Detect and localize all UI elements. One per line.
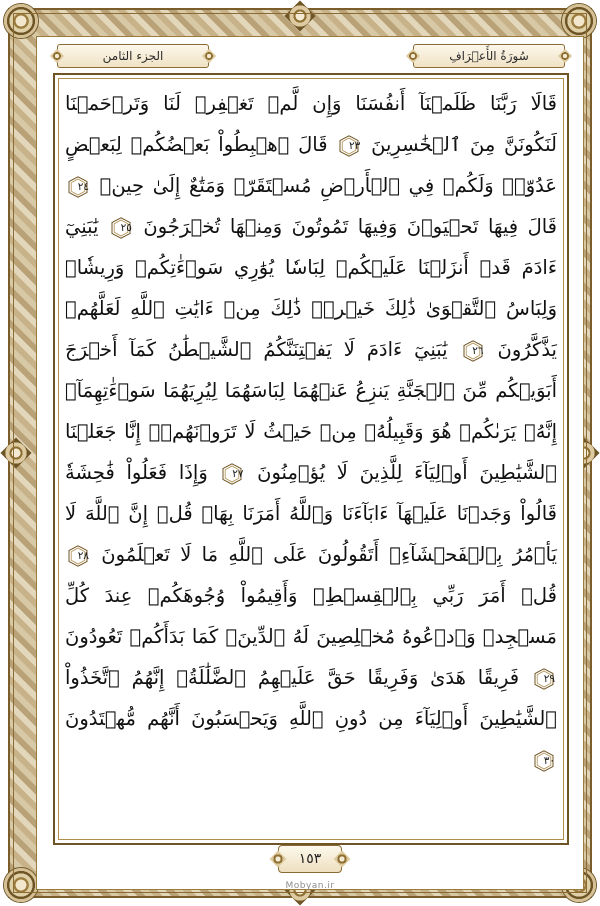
ayah-text: قُلۡ أَمَرَ رَبِّي بِٱلۡقِسۡطِۖ وَأَقِيمُواْ وُجُوهَكُمۡ عِندَ كُلِّ مَسۡجِدٖ وَٱدۡعُوهُ مُخۡلِصِينَ لَهُ ٱلدِّينَۚ كَمَا بَدَأَكُمۡ تَعُودُونَ: [65, 584, 557, 648]
ornamental-border: [8, 8, 592, 898]
ayah: [98, 215, 557, 238]
ayah-text: يَٰبَنِيٓ ءَادَمَ لَا يَفۡتِنَنَّكُمُ ٱلشَّيۡطَٰنُ كَمَآ أَخۡرَجَ أَبَوَيۡكُم مِّنَ ٱلۡجَنَّةِ يَنزِعُ عَنۡهُمَا لِبَاسَهُمَا لِيُرِيَهُمَا سَوۡءَٰتِهِمَآۚ إِنَّهُۥ يَرَىٰكُمۡ هُوَ وَقَبِيلُهُۥ مِنۡ حَيۡثُ لَا تَرَوۡنَهُمۡۗ إِنَّا جَعَلۡنَا ٱلشَّيَٰطِينَ أَوۡلِيَآءَ لِلَّذِينَ لَا يُؤۡمِنُونَ: [65, 338, 557, 484]
ayah-number-marker: ٣٠: [533, 750, 555, 772]
ayah-number-marker: ٢٩: [533, 668, 555, 690]
corner-rosette-top-left: [4, 4, 38, 38]
quran-text-frame: [53, 73, 569, 845]
corner-rosette-top-right: [562, 4, 596, 38]
ayah-number-marker: ٢٦: [462, 340, 484, 362]
ayah-number-marker: ٢٥: [110, 217, 132, 239]
quran-text-body: [65, 83, 557, 780]
ayah-number-marker: ٢٤: [67, 176, 89, 198]
page-number-cartouche: [278, 845, 342, 873]
ayah-text: قَالَ فِيهَا تَحۡيَوۡنَ وَفِيهَا تَمُوتُونَ وَمِنۡهَا تُخۡرَجُونَ: [133, 215, 557, 238]
ayah-text: قَالَا رَبَّنَا ظَلَمۡنَآ أَنفُسَنَا وَإِن لَّمۡ تَغۡفِرۡ لَنَا وَتَرۡحَمۡنَا لَنَكُونَنَّ مِنَ ٱلۡخَٰسِرِينَ: [65, 92, 557, 156]
juz-name-label: الجزء الثامن: [102, 49, 164, 63]
border-ornament-top: [284, 0, 315, 31]
ayah-number-marker: ٢٧: [221, 463, 243, 485]
ayah-text: يَٰبَنِيٓ ءَادَمَ قَدۡ أَنزَلۡنَا عَلَيۡكُمۡ لِبَاسٗا يُوَٰرِي سَوۡءَٰتِكُمۡ وَرِيشٗاۖ وَلِبَاسُ ٱلتَّقۡوَىٰ ذَٰلِكَ خَيۡرٞۚ ذَٰلِكَ مِنۡ ءَايَٰتِ ٱللَّهِ لَعَلَّهُمۡ يَذَّكَّرُونَ: [65, 215, 557, 361]
site-watermark: Mobyan.ir: [285, 881, 335, 891]
ayah-number-marker: ٢٣: [338, 135, 360, 157]
border-ornament-left: [0, 437, 31, 468]
page-number-label: ١٥٣: [298, 851, 322, 867]
ayah-number-marker: ٢٨: [67, 545, 89, 567]
sura-name-label: سُورَةُ الأَعۡرَافِ: [449, 49, 529, 63]
page-header: [51, 43, 571, 69]
corner-rosette-bottom-left: [4, 868, 38, 902]
juz-name-cartouche: [57, 44, 209, 68]
sura-name-cartouche: [413, 44, 565, 68]
page-number-area: [37, 845, 583, 873]
ayah-text: وَإِذَا فَعَلُواْ فَٰحِشَةٗ قَالُواْ وَجَدۡنَا عَلَيۡهَآ ءَابَآءَنَا وَٱللَّهُ أَمَرَنَا بِهَاۗ قُلۡ إِنَّ ٱللَّهَ لَا يَأۡمُرُ بِٱلۡفَحۡشَآءِۖ أَتَقُولُونَ عَلَى ٱللَّهِ مَا لَا تَعۡلَمُونَ: [65, 461, 557, 566]
ayah-text: فَرِيقًا هَدَىٰ وَفَرِيقًا حَقَّ عَلَيۡهِمُ ٱلضَّلَٰلَةُۚ إِنَّهُمُ ٱتَّخَذُواْ ٱلشَّيَٰطِينَ أَوۡلِيَآءَ مِن دُونِ ٱللَّهِ وَيَحۡسَبُونَ أَنَّهُم مُّهۡتَدُونَ: [65, 666, 557, 730]
ayah: [65, 666, 557, 771]
ayah-text: قَالَ ٱهۡبِطُواْ بَعۡضُكُمۡ لِبَعۡضٍ عَدُوّٞۖ وَلَكُمۡ فِي ٱلۡأَرۡضِ مُسۡتَقَرّٞ وَمَتَٰعٌ إِلَىٰ حِينٖ: [65, 133, 557, 197]
page-content-field: [36, 36, 584, 890]
